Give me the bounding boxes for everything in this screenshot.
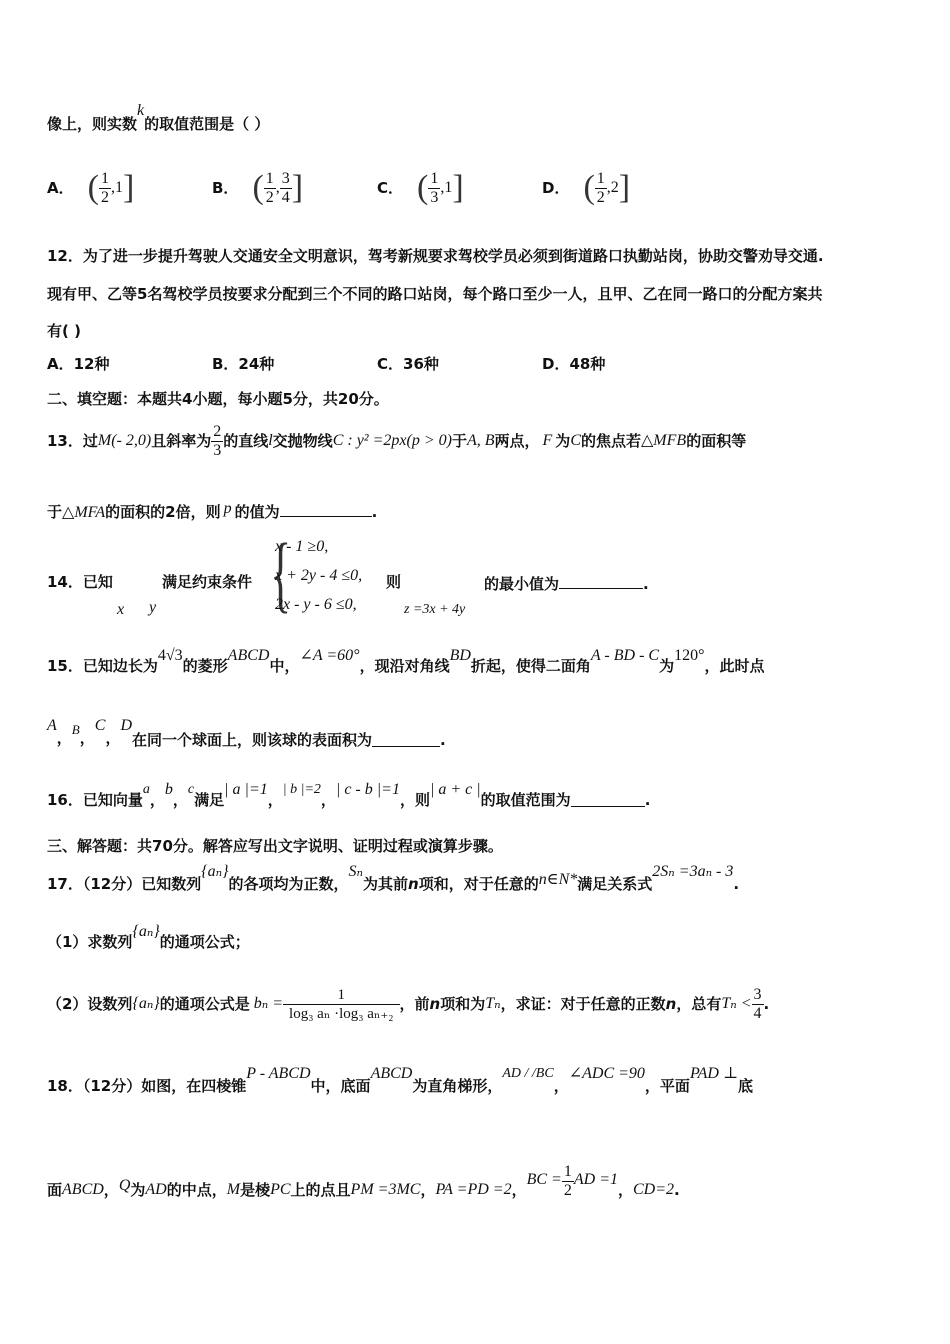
answer-blank[interactable]: [280, 500, 372, 517]
q13-line2: 于△MFA的面积的2倍，则 p 的值为 .: [47, 500, 378, 521]
q11-option-c: C． ( $\frac{1}{3}$ ,1 ]: [377, 169, 464, 206]
text: 像上，则实数: [47, 115, 138, 133]
q12-line1: 12．为了进一步提升驾驶人交通安全文明意识，驾考新规要求驾校学员必须到街道路口执勤站岗，协助交警劝导交通.: [47, 247, 824, 265]
q12-option-b: B．24种: [212, 355, 275, 373]
q18-line1: 18．（12分）如图，在四棱锥 P - ABCD 中，底面 ABCD 为直角梯形， AD / /BC ， ∠ADC =90 ，平面 PAD ⊥ 底: [47, 1065, 754, 1095]
q16-line: 16．已知向量 a ， b ， c 满足 | a |=1 ， | b |=2 ， | c - b |=1 ，则 | a + c | 的取值范围为 .: [47, 781, 651, 809]
math-x: x: [117, 601, 125, 618]
q15-line1: 15．已知边长为 4√3 的菱形 ABCD 中， ∠A =60° ，现沿对角线 BD 折起，使得二面角 A - BD - C 为 120° ，此时点: [47, 647, 765, 675]
q17-part1: （1）求数列 {aₙ} 的通项公式；: [47, 923, 250, 951]
q15-line2: A ， B ， C ， D 在同一个球面上，则该球的表面积为 .: [47, 717, 446, 749]
q14-tail: 的最小值为 .: [484, 572, 649, 594]
q13-line1: 13．过 M(- 2,0) 且斜率为 $\frac{2}{3}$ 的直线 l 交抛物线 C : y² =2px(p > 0) 于 A, B 两点， F 为 C 的焦点若 △MFB 的面积等: [47, 422, 747, 459]
q11-line1: [47, 102, 270, 135]
q12-option-a: A．12种: [47, 355, 110, 373]
q12-line3: 有( ): [47, 322, 81, 340]
q14-then: 则: [386, 573, 402, 591]
q18-line2: 面 ABCD ， Q 为 AD 的中点， M 是棱 PC 上的点且 PM =3MC ， PA =PD =2 ， BC = $\frac{1}{2}$ AD =1 ， CD=2 .: [47, 1163, 680, 1199]
q11-option-d: D． ( $\frac{1}{2}$ ,2 ]: [542, 169, 631, 206]
option-label: C．: [377, 179, 404, 197]
option-label: A．: [47, 179, 74, 197]
constraint-2: x + 2y - 4 ≤0,: [275, 567, 363, 584]
text: 的取值范围是（ ）: [144, 115, 270, 133]
option-label: D．: [542, 179, 570, 197]
q12-line2: 现有甲、乙等5名驾校学员按要求分配到三个不同的路口站岗，每个路口至少一人，且甲、乙在同一路口的分配方案共: [47, 285, 823, 303]
section-3-heading: 三、解答题：共70分。解答应写出文字说明、证明过程或演算步骤。: [47, 837, 503, 855]
answer-blank[interactable]: [571, 790, 645, 807]
option-label: B．: [212, 179, 239, 197]
q12-option-c: C．36种: [377, 355, 439, 373]
constraint-1: x - 1 ≥0,: [275, 538, 329, 555]
q14-constraint-label: 满足约束条件: [162, 573, 253, 591]
q17-line1: 17．（12分）已知数列 {aₙ} 的各项均为正数， Sₙ 为其前 n 项和，对于任意的 n∈N* 满足关系式 2Sₙ =3aₙ - 3 .: [47, 863, 740, 893]
answer-blank[interactable]: [372, 730, 440, 747]
objective: z =3x + 4y: [404, 602, 466, 617]
math-y: y: [149, 599, 157, 616]
q12-option-d: D．48种: [542, 355, 606, 373]
q17-part2: （2）设数列 {aₙ} 的通项公式是 bₙ = $\frac{1}{\text{log₃ aₙ ·log₃ aₙ₊₂}}$ ，前 n 项和为 Tₙ ，求证：对于任意的正数 n ，总有 Tₙ < $\frac{3}{4}$ .: [47, 985, 770, 1022]
math-k: k: [137, 102, 145, 119]
section-2-heading: 二、填空题：本题共4小题，每小题5分，共20分。: [47, 390, 389, 408]
brace-icon: {: [270, 525, 291, 621]
constraint-3: 2x - y - 6 ≤0,: [275, 596, 357, 613]
q14-label: 14．已知: [47, 573, 113, 591]
q11-option-a: A． ( $\frac{1}{2}$ ,1 ]: [47, 169, 135, 206]
answer-blank[interactable]: [559, 572, 643, 589]
q11-option-b: B． ( $\frac{1}{2}$ , $\frac{3}{4}$ ]: [212, 169, 304, 206]
